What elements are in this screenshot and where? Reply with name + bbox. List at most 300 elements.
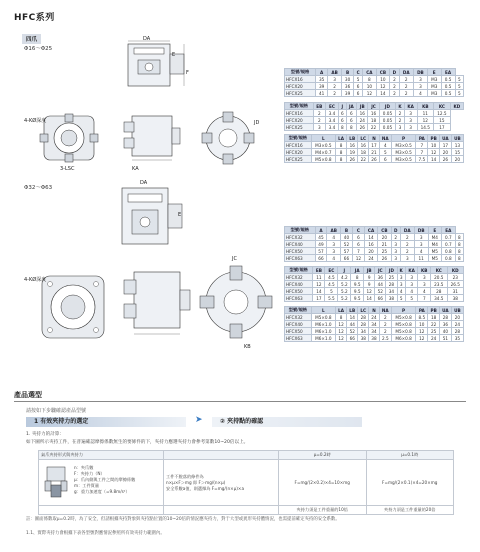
table-cell: 23 xyxy=(447,274,464,281)
table-cell: 2 xyxy=(390,76,399,83)
table-cell: 20 xyxy=(439,149,451,156)
table-cell: 7 xyxy=(418,295,431,302)
table-cell: 12 xyxy=(363,90,377,97)
table-cell: 2 xyxy=(400,234,414,241)
spec-table-3 xyxy=(284,134,464,163)
table-cell: 4 xyxy=(327,255,341,262)
table-row xyxy=(285,335,464,342)
table-cell: HFCX16 xyxy=(285,76,316,83)
table-header-cell: DA xyxy=(400,227,414,234)
dim-small-k: 4-KØ深度 xyxy=(24,118,47,124)
calc-table xyxy=(38,450,454,515)
table-cell: HFCX50 xyxy=(285,328,312,335)
table-cell: 34 xyxy=(386,288,397,295)
table-cell: 2 xyxy=(399,90,413,97)
table-cell: 14 xyxy=(376,90,390,97)
table-cell: 9 xyxy=(364,281,375,288)
table-cell: 2.5 xyxy=(379,335,391,342)
table-cell: HFCX50 xyxy=(285,248,316,255)
table-row xyxy=(285,124,464,131)
table-header-cell: LB xyxy=(347,135,358,142)
table-cell: 66 xyxy=(315,255,327,262)
table-cell: 8 xyxy=(336,314,347,321)
table-cell: 14 xyxy=(347,314,358,321)
table-cell: 16 xyxy=(357,110,368,117)
table-cell: 12 xyxy=(417,117,434,124)
table-cell: HFCX25 xyxy=(285,90,316,97)
table-cell: M3 xyxy=(427,83,441,90)
table-cell: 11 xyxy=(313,274,325,281)
spec-table-5 xyxy=(284,266,464,302)
table-cell: 3.4 xyxy=(325,110,338,117)
table-header-cell: KC xyxy=(434,103,451,110)
dim-large-e: E xyxy=(178,212,182,218)
table-header-cell: D xyxy=(391,227,400,234)
table-cell: 66 xyxy=(347,335,358,342)
table-header-cell: LC xyxy=(358,307,369,314)
table-cell: 8 xyxy=(455,248,463,255)
table-cell: 3 xyxy=(414,234,428,241)
table-cell: M4×0.7 xyxy=(311,149,335,156)
table-cell: 9 xyxy=(364,274,375,281)
dim-small-e: E xyxy=(172,52,176,58)
table-cell: 4 xyxy=(414,248,428,255)
table-cell: 16 xyxy=(368,110,379,117)
table-row xyxy=(285,117,464,124)
table-header-cell: CA xyxy=(363,69,377,76)
dim-small-da: DA xyxy=(143,36,151,42)
table-header-cell: C xyxy=(354,69,363,76)
table-cell: 2 xyxy=(400,241,414,248)
step-2: ② 夾持點的確認 xyxy=(212,417,362,427)
table-header-cell: JA xyxy=(346,103,357,110)
table-row xyxy=(285,274,464,281)
table-header-cell: 型號/規格 xyxy=(285,69,316,76)
table-cell: 0.05 xyxy=(379,117,396,124)
table-cell: 3.4 xyxy=(325,124,338,131)
table-header-cell: LA xyxy=(336,307,347,314)
table-cell: 2 xyxy=(390,83,399,90)
table-cell: 3 xyxy=(405,281,418,288)
table-cell: 4 xyxy=(413,90,427,97)
table-cell: 34 xyxy=(369,328,379,335)
dim-large-kb: KB xyxy=(244,344,251,350)
table-cell: 4.2 xyxy=(338,274,351,281)
table-cell: 34 xyxy=(369,321,379,328)
dim-small-ka: KA xyxy=(132,166,139,172)
table-header-cell: UA xyxy=(439,307,451,314)
table-cell: 15 xyxy=(451,149,463,156)
table-header-cell: AB xyxy=(327,227,341,234)
table-cell: 6 xyxy=(354,83,363,90)
calc-hdr-cond: 氣爪夾持形式與夾持力 xyxy=(39,451,164,460)
table-cell: 24 xyxy=(357,117,368,124)
item-1: 1. 夾持力的計算： xyxy=(26,432,65,437)
table-cell: 40 xyxy=(340,234,352,241)
table-header-cell: KB xyxy=(417,103,434,110)
table-cell: 12 xyxy=(336,321,347,328)
calc-legend-cell xyxy=(39,460,164,506)
table-cell: 22 xyxy=(428,321,440,328)
section-tag: 四爪 xyxy=(22,34,41,44)
table-cell: 26 xyxy=(347,156,358,163)
table-cell: 8 xyxy=(455,241,463,248)
table-header-cell: PB xyxy=(428,135,440,142)
table-header-cell: UB xyxy=(451,135,463,142)
table-header-cell: DB xyxy=(413,69,427,76)
table-header-cell: J xyxy=(338,267,351,274)
table-cell: HFCX16 xyxy=(285,142,312,149)
selection-note: 請按如下步驟確認產品型號 xyxy=(26,408,87,414)
table-header-cell: KB xyxy=(418,267,431,274)
table-cell: 3 xyxy=(327,241,341,248)
table-header-cell: JC xyxy=(368,103,379,110)
table-header-cell: DA xyxy=(399,69,413,76)
dim-small-jd: JD xyxy=(254,120,260,126)
table-cell: 8 xyxy=(363,76,377,83)
table-header-cell: 型號/規格 xyxy=(285,307,312,314)
legend-item: F：夾持力（N） xyxy=(74,470,105,476)
table-cell: 12 xyxy=(336,335,347,342)
table-cell: M4 xyxy=(428,234,441,241)
table-cell: 28 xyxy=(358,314,369,321)
table-cell: 8.5 xyxy=(416,314,428,321)
page-title: HFC系列 xyxy=(14,13,55,23)
table-header-cell: KC xyxy=(431,267,447,274)
table-cell: 5 xyxy=(455,83,463,90)
arrow-right-icon: ➤ xyxy=(195,415,203,425)
table-cell: M3×0.5 xyxy=(391,156,415,163)
spec-table-6 xyxy=(284,306,464,342)
table-cell: 12 xyxy=(336,328,347,335)
table-cell: 2 xyxy=(399,76,413,83)
table-header-cell: CB xyxy=(376,69,390,76)
table-cell: 57 xyxy=(315,248,327,255)
table-cell: 6 xyxy=(346,110,357,117)
table-row xyxy=(285,248,464,255)
table-cell: M3×0.5 xyxy=(311,142,335,149)
table-cell: 39 xyxy=(316,83,328,90)
table-cell: 12 xyxy=(416,335,428,342)
table-cell: 26 xyxy=(439,156,451,163)
table-cell: 17 xyxy=(313,295,325,302)
table-cell: M6×1.0 xyxy=(311,335,335,342)
table-header-cell: P xyxy=(391,307,415,314)
table-header-cell: EB xyxy=(313,103,325,110)
table-cell: 10 xyxy=(363,83,377,90)
table-cell: 4 xyxy=(327,234,341,241)
table-cell: 10 xyxy=(428,142,440,149)
table-header-cell: KD xyxy=(447,267,464,274)
table-cell: 21 xyxy=(369,149,379,156)
table-cell: M3×0.5 xyxy=(391,149,415,156)
table-header-cell: CB xyxy=(378,227,391,234)
table-cell: 5 xyxy=(405,295,418,302)
table-cell: 4 xyxy=(405,288,418,295)
table-cell: 12 xyxy=(364,288,375,295)
table-row xyxy=(285,83,464,90)
table-cell: 51 xyxy=(439,335,451,342)
table-header-cell: LA xyxy=(336,135,347,142)
table-cell: 0.8 xyxy=(441,248,455,255)
dim-small-f: F xyxy=(186,70,189,76)
table-cell: M3 xyxy=(427,90,441,97)
table-cell: 0.05 xyxy=(379,124,396,131)
table-header-cell: A xyxy=(315,227,327,234)
table-cell: 40 xyxy=(439,328,451,335)
table-header-cell: PA xyxy=(416,307,428,314)
table-cell: 66 xyxy=(340,255,352,262)
calc-mid-cell xyxy=(164,460,279,506)
table-cell: 38 xyxy=(447,295,464,302)
table-header-cell: JC xyxy=(375,267,386,274)
table-cell: 2 xyxy=(328,83,342,90)
table-cell: 17 xyxy=(439,142,451,149)
table-cell: 2 xyxy=(379,328,391,335)
table-cell: M6×1.0 xyxy=(311,321,335,328)
table-header-cell: UA xyxy=(439,135,451,142)
step-1: 1 有效夾持力的選定 xyxy=(26,417,186,427)
table-cell: 9.5 xyxy=(351,295,364,302)
table-cell: 57 xyxy=(340,248,352,255)
table-header-cell: NA xyxy=(379,135,391,142)
table-cell: 4.5 xyxy=(325,281,338,288)
table-cell: 45 xyxy=(315,234,327,241)
table-header-cell: N xyxy=(369,135,379,142)
calc-mid-a: 工件不脫落的條件為 xyxy=(166,473,204,479)
table-cell: 5 xyxy=(379,149,391,156)
table-cell: M6×1.0 xyxy=(311,328,335,335)
table-cell: 20 xyxy=(451,314,463,321)
table-cell: 8 xyxy=(346,124,357,131)
calc-formula-b: F=mg/(2×0.1)×4=20×mg xyxy=(366,460,454,506)
table-header-cell: K xyxy=(396,103,404,110)
table-cell: 4 xyxy=(418,288,431,295)
table-cell: 3 xyxy=(391,255,400,262)
table-cell: 14 xyxy=(364,295,375,302)
spec-table-1 xyxy=(284,68,464,97)
table-cell: 28 xyxy=(386,281,397,288)
table-cell: 8 xyxy=(351,274,364,281)
table-header-cell: C xyxy=(352,227,364,234)
dim-small-lsc: 3-LSC xyxy=(60,166,75,172)
table-cell: 17 xyxy=(434,124,451,131)
table-cell: 3 xyxy=(413,83,427,90)
table-header-row xyxy=(285,103,464,110)
table-cell: 5 xyxy=(354,76,363,83)
table-cell: M3 xyxy=(427,76,441,83)
table-cell: 3 xyxy=(418,274,431,281)
table-header-row xyxy=(285,307,464,314)
dim-large-da: DA xyxy=(140,180,148,186)
table-cell: HFCX63 xyxy=(285,255,316,262)
table-cell: 0.7 xyxy=(441,234,455,241)
table-header-cell: D xyxy=(390,69,399,76)
table-row xyxy=(285,241,464,248)
table-cell: 66 xyxy=(375,295,386,302)
table-header-cell: E xyxy=(428,227,441,234)
table-cell: 18 xyxy=(368,117,379,124)
table-cell: 26 xyxy=(357,124,368,131)
table-cell: 3 xyxy=(404,124,417,131)
table-cell: 12 xyxy=(416,328,428,335)
table-cell: 20 xyxy=(364,248,377,255)
table-cell: 26 xyxy=(378,255,391,262)
table-cell: HFCX25 xyxy=(285,156,312,163)
table-cell: 3 xyxy=(414,241,428,248)
table-cell: 28 xyxy=(439,314,451,321)
table-cell: HFCX50 xyxy=(285,288,313,295)
table-cell: 5 xyxy=(455,76,463,83)
table-cell: 3 xyxy=(413,76,427,83)
table-header-cell: EB xyxy=(313,267,325,274)
table-cell: 3.4 xyxy=(325,117,338,124)
dim-large-jc: JC xyxy=(232,256,237,262)
calc-res-a: 夾持力須是工件重量的10倍 xyxy=(279,506,367,515)
table-header-cell: JB xyxy=(364,267,375,274)
table-cell: 35 xyxy=(451,335,463,342)
table-cell: 3 xyxy=(404,110,417,117)
table-row xyxy=(285,328,464,335)
drawing-small-right xyxy=(196,108,260,166)
calc-res-b: 夾持力須是工件重量的20倍 xyxy=(366,506,454,515)
table-cell: HFCX20 xyxy=(285,83,316,90)
item-1-desc: 如下圖所示夾持工件，在普遍確認摩擦係數無生的要條件的下，夾持力應選夾持力會參考第數10~20倍以上。 xyxy=(26,440,249,445)
table-cell: 25 xyxy=(378,248,391,255)
table-header-cell: EC xyxy=(325,103,338,110)
table-cell: 2 xyxy=(391,234,400,241)
table-cell: 2 xyxy=(399,83,413,90)
table-cell: 7 xyxy=(352,248,364,255)
section-divider xyxy=(14,401,466,402)
table-cell: M6×0.8 xyxy=(391,335,415,342)
calc-formula-a: F=mg/(2×0.2)×4=10×mg xyxy=(279,460,367,506)
table-cell: 0.7 xyxy=(441,241,455,248)
table-cell: 3 xyxy=(397,281,405,288)
table-header-cell: E xyxy=(427,69,441,76)
table-cell: HFCX40 xyxy=(285,281,313,288)
table-row xyxy=(285,281,464,288)
table-cell: 17 xyxy=(369,142,379,149)
table-cell: HFCX32 xyxy=(285,314,312,321)
table-row xyxy=(285,288,464,295)
table-cell: HFCX40 xyxy=(285,321,312,328)
table-cell: 19 xyxy=(347,149,358,156)
gripper-icon xyxy=(41,465,71,501)
table-cell: 36 xyxy=(439,321,451,328)
table-cell: 6 xyxy=(354,90,363,97)
table-cell: HFCX63 xyxy=(285,295,313,302)
table-cell: 21 xyxy=(378,241,391,248)
table-cell: 52 xyxy=(340,241,352,248)
footnote-1: 註：圖面係數取μ=0.2時，為了安全，但請根據夾持對象與夾持點位置的10~20倍的情況應夾持力，對于大型或異形夾持體情況，也需提前確定夾持的安全系數。 xyxy=(26,517,340,522)
table-header-cell: L xyxy=(311,307,335,314)
table-cell: 28 xyxy=(358,321,369,328)
table-header-row xyxy=(285,227,464,234)
table-cell: 3 xyxy=(391,241,400,248)
table-header-cell: 型號/規格 xyxy=(285,135,312,142)
table-cell: HFCX20 xyxy=(285,149,312,156)
table-header-cell: PA xyxy=(416,135,428,142)
table-row xyxy=(285,142,464,149)
table-cell: 2 xyxy=(396,110,404,117)
table-cell: 2 xyxy=(390,90,399,97)
table-header-cell: EA xyxy=(441,69,455,76)
table-cell: 0.5 xyxy=(441,90,455,97)
table-header-cell: 型號/規格 xyxy=(285,103,314,110)
table-cell: 5.2 xyxy=(338,281,351,288)
table-cell: 28 xyxy=(431,288,447,295)
table-cell: 3 xyxy=(404,117,417,124)
table-cell: 3 xyxy=(418,281,431,288)
table-cell: 38 xyxy=(369,335,379,342)
table-cell: 6 xyxy=(346,117,357,124)
table-cell: 26 xyxy=(369,156,379,163)
table-cell: 2 xyxy=(379,321,391,328)
table-cell: 22 xyxy=(358,156,369,163)
table-cell: 26.5 xyxy=(447,281,464,288)
table-cell: 8 xyxy=(336,149,347,156)
range-large: Φ32～Φ63 xyxy=(24,185,53,191)
table-cell: 44 xyxy=(375,281,386,288)
table-header-cell: JB xyxy=(357,103,368,110)
table-cell: 2 xyxy=(396,117,404,124)
table-row xyxy=(285,110,464,117)
table-header-cell: L xyxy=(311,135,335,142)
table-cell: 8 xyxy=(338,124,346,131)
table-cell: 10 xyxy=(376,76,390,83)
table-header-cell: JA xyxy=(351,267,364,274)
table-cell: 5.5 xyxy=(325,295,338,302)
table-cell: M3×0.5 xyxy=(391,142,415,149)
drawing-small-side xyxy=(120,108,190,166)
table-cell: 39 xyxy=(342,90,354,97)
table-cell: M5×0.8 xyxy=(311,156,335,163)
table-row xyxy=(285,234,464,241)
table-cell: 14 xyxy=(364,234,377,241)
selection-heading: 產品選型 xyxy=(14,391,42,399)
table-cell: 35 xyxy=(316,76,328,83)
calc-mid-b: n×μ×F＞mg 即 F＞mg/(n×μ) xyxy=(166,479,226,485)
table-header-cell: KA xyxy=(404,103,417,110)
table-cell: 11 xyxy=(414,255,428,262)
table-cell: 44 xyxy=(347,321,358,328)
drawing-small-top xyxy=(120,38,200,90)
table-header-cell: LC xyxy=(358,135,369,142)
table-cell: 34 xyxy=(358,328,369,335)
table-cell: 24 xyxy=(369,314,379,321)
table-header-cell: KD xyxy=(450,103,463,110)
table-cell: 24 xyxy=(428,335,440,342)
table-cell: 8 xyxy=(336,142,347,149)
table-cell: 2 xyxy=(313,117,325,124)
table-cell: 2 xyxy=(328,90,342,97)
table-cell: 11 xyxy=(417,110,434,117)
table-cell: 3 xyxy=(405,274,418,281)
table-cell: 2 xyxy=(379,314,391,321)
table-cell: 52 xyxy=(347,328,358,335)
table-header-cell: B xyxy=(342,69,354,76)
table-cell: 25 xyxy=(428,328,440,335)
table-cell: 52 xyxy=(375,288,386,295)
table-cell: 36 xyxy=(375,274,386,281)
table-cell: 5 xyxy=(397,295,405,302)
table-cell: M5 xyxy=(428,255,441,262)
drawing-small-front xyxy=(36,110,106,166)
legend-item: m：工件質量 xyxy=(74,482,100,488)
table-cell: HFCX32 xyxy=(285,274,313,281)
table-cell: 30 xyxy=(342,76,354,83)
